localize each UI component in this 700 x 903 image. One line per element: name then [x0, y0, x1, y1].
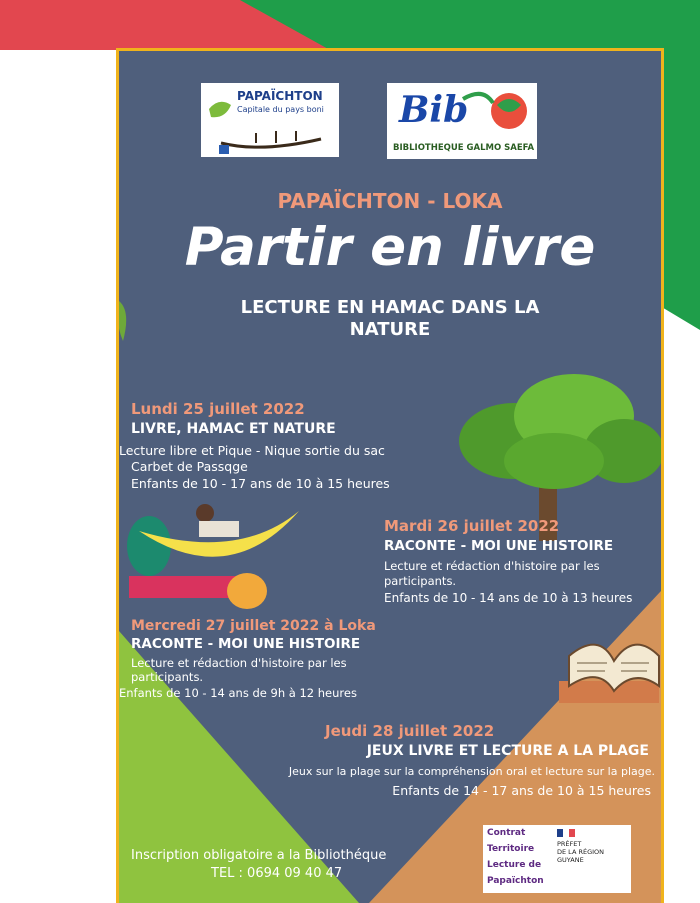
poster-subtitle-2: NATURE — [349, 319, 431, 340]
poster-location: PAPAÏCHTON - LOKA — [277, 189, 503, 213]
event-3-desc1: Lecture et rédaction d'histoire par les — [131, 656, 347, 670]
poster-title: Partir en livre — [184, 217, 596, 278]
poster-subtitle-1: LECTURE EN HAMAC DANS LA — [240, 297, 540, 318]
prefet-line1: PRÉFET — [557, 840, 582, 848]
event-4-audience: Enfants de 14 - 17 ans de 10 à 15 heures — [392, 783, 651, 798]
book-icon — [549, 611, 661, 721]
papaichton-sub: Capitale du pays boni — [237, 105, 324, 114]
contrat-territoire-logo — [483, 825, 631, 893]
event-2-desc1: Lecture et rédaction d'histoire par les — [384, 559, 600, 573]
bib-monogram-icon: Bib — [399, 89, 469, 131]
hammock-icon — [119, 491, 329, 611]
event-2-date: Mardi 26 juillet 2022 — [384, 517, 560, 535]
event-2-desc2: participants. — [384, 574, 457, 588]
event-2-audience: Enfants de 10 - 14 ans de 10 à 13 heures — [384, 591, 633, 605]
contrat-line1: Contrat — [487, 828, 526, 838]
prefet-line2: DE LA RÉGION — [557, 848, 605, 856]
event-4-date: Jeudi 28 juillet 2022 — [325, 722, 495, 740]
event-1-desc1: Lecture libre et Pique - Nique sortie du sac — [119, 443, 385, 458]
event-poster — [116, 48, 664, 903]
event-1-audience: Enfants de 10 - 17 ans de 10 à 15 heures — [131, 476, 390, 491]
event-1-title: LIVRE, HAMAC ET NATURE — [131, 421, 336, 437]
event-3-desc2: participants. — [131, 670, 204, 684]
event-4-title: JEUX LIVRE ET LECTURE A LA PLAGE — [366, 743, 649, 759]
papaichton-name: PAPAÏCHTON — [237, 89, 323, 103]
contrat-line3: Lecture de — [487, 860, 542, 870]
papaichton-logo — [201, 83, 339, 157]
bibliotheque-logo — [387, 83, 537, 159]
event-1-date: Lundi 25 juillet 2022 — [131, 400, 305, 418]
contrat-line4: Papaïchton — [487, 876, 544, 886]
event-3-audience: Enfants de 10 - 14 ans de 9h à 12 heures — [119, 686, 357, 700]
bib-name: BIBLIOTHEQUE GALMO SAEFA — [393, 143, 535, 153]
marianne-flag-icon — [557, 829, 575, 837]
contrat-line2: Territoire — [487, 844, 535, 854]
event-3-date: Mercredi 27 juillet 2022 à Loka — [131, 618, 376, 634]
event-3-title: RACONTE - MOI UNE HISTOIRE — [131, 636, 361, 652]
telephone-text: TEL : 0694 09 40 47 — [211, 866, 343, 881]
event-1-desc2: Carbet de Passqge — [131, 459, 248, 474]
event-2-title: RACONTE - MOI UNE HISTOIRE — [384, 538, 614, 554]
event-4-desc1: Jeux sur la plage sur la compréhension oral et lecture sur la plage. — [288, 765, 655, 778]
inscription-text: Inscription obligatoire a la Bibliothéque — [131, 848, 387, 863]
prefet-line3: GUYANE — [557, 856, 584, 864]
